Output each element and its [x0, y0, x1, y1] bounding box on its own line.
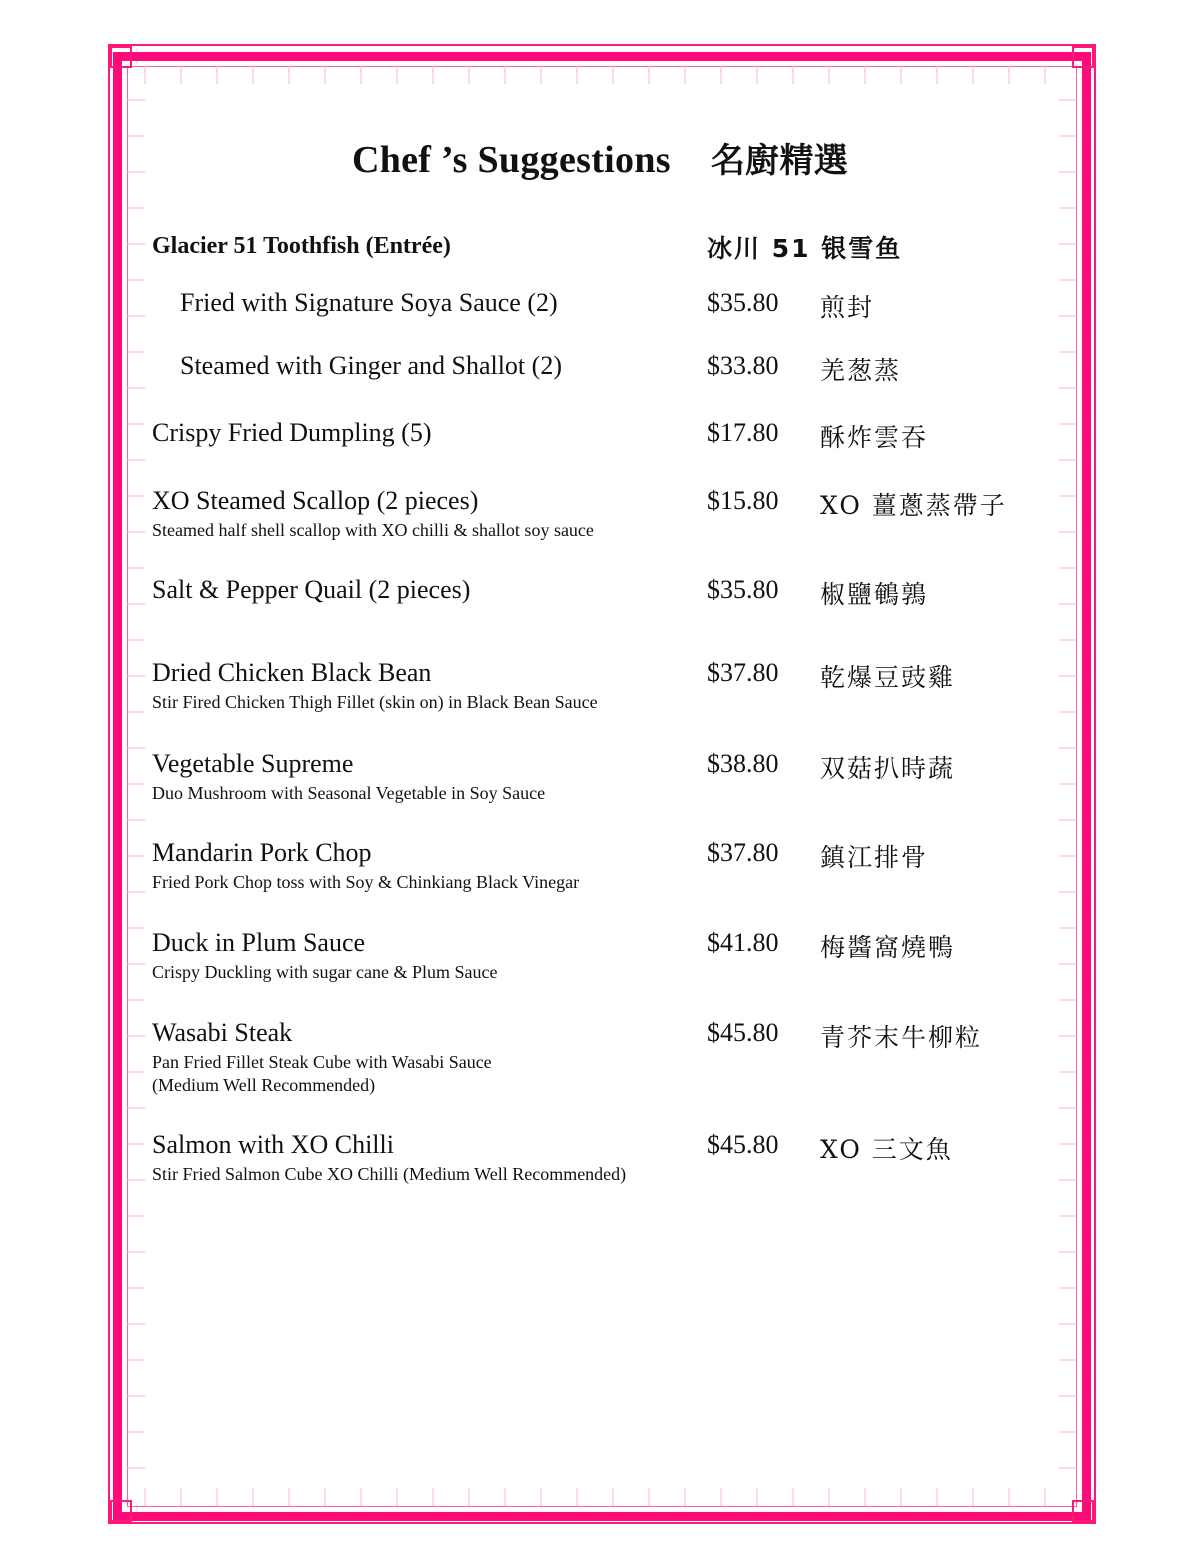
- item-name-chinese: 梅醬窩燒鴨: [820, 933, 956, 962]
- item-name: Dried Chicken Black Bean: [152, 658, 432, 687]
- item-name: Mandarin Pork Chop: [152, 838, 372, 867]
- option-name-chinese: 羌葱蒸: [820, 356, 902, 385]
- item-name: Duck in Plum Sauce: [152, 928, 366, 957]
- option-name-chinese: 煎封: [820, 293, 875, 322]
- item-name: Wasabi Steak: [152, 1018, 293, 1047]
- item-name-chinese: 鎮江排骨: [820, 843, 929, 872]
- item-name-chinese: XO 三文魚: [820, 1135, 953, 1164]
- group-name-chinese: 冰川 51 银雪鱼: [707, 234, 903, 263]
- item-price: $35.80: [707, 575, 779, 604]
- item-description: Stir Fried Salmon Cube XO Chilli (Medium Well Recommended): [152, 1164, 627, 1184]
- item-description: Fried Pork Chop toss with Soy & Chinkiang Black Vinegar: [152, 872, 580, 892]
- corner-ornament-bottom-left: [110, 1500, 132, 1522]
- item-name-chinese: 乾爆豆豉雞: [820, 663, 956, 692]
- item-price: $45.80: [707, 1018, 779, 1047]
- item-description: Stir Fired Chicken Thigh Fillet (skin on) in Black Bean Sauce: [152, 692, 598, 712]
- item-price: $45.80: [707, 1130, 779, 1159]
- item-price: $38.80: [707, 749, 779, 778]
- item-description: Pan Fried Fillet Steak Cube with Wasabi Sauce: [152, 1052, 492, 1072]
- group-name: Glacier 51 Toothfish (Entrée): [152, 233, 451, 259]
- item-price: $15.80: [707, 486, 779, 515]
- item-description: Crispy Duckling with sugar cane & Plum Sauce: [152, 962, 498, 982]
- option-price: $33.80: [707, 351, 779, 380]
- page-title: [0, 133, 1200, 182]
- item-name: Vegetable Supreme: [152, 749, 354, 778]
- item-name-chinese: XO 薑蔥蒸帶子: [820, 491, 1007, 520]
- option-name: Steamed with Ginger and Shallot (2): [180, 351, 562, 380]
- option-name: Fried with Signature Soya Sauce (2): [180, 288, 558, 317]
- item-name-chinese: 双菇扒時蔬: [820, 754, 956, 783]
- item-price: $37.80: [707, 838, 779, 867]
- item-price: $41.80: [707, 928, 779, 957]
- item-price: $17.80: [707, 418, 779, 447]
- item-name: XO Steamed Scallop (2 pieces): [152, 486, 479, 515]
- item-name-chinese: 酥炸雲吞: [820, 423, 929, 452]
- item-name: Crispy Fried Dumpling (5): [152, 418, 432, 447]
- item-name-chinese: 青芥末牛柳粒: [820, 1023, 983, 1052]
- title-english: Chef ’s Suggestions: [351, 139, 671, 181]
- item-name-chinese: 椒鹽鵪鶉: [820, 580, 929, 609]
- corner-ornament-top-left: [110, 46, 132, 68]
- title-chinese: 名廚精選: [710, 141, 849, 181]
- item-description-note: (Medium Well Recommended): [152, 1075, 376, 1095]
- item-description: Duo Mushroom with Seasonal Vegetable in Soy Sauce: [152, 783, 546, 803]
- corner-ornament-top-right: [1072, 46, 1094, 68]
- corner-ornament-bottom-right: [1072, 1500, 1094, 1522]
- item-name: Salt & Pepper Quail (2 pieces): [152, 575, 471, 604]
- item-price: $37.80: [707, 658, 779, 687]
- item-name: Salmon with XO Chilli: [152, 1130, 394, 1159]
- item-description: Steamed half shell scallop with XO chilli & shallot soy sauce: [152, 520, 594, 540]
- option-price: $35.80: [707, 288, 779, 317]
